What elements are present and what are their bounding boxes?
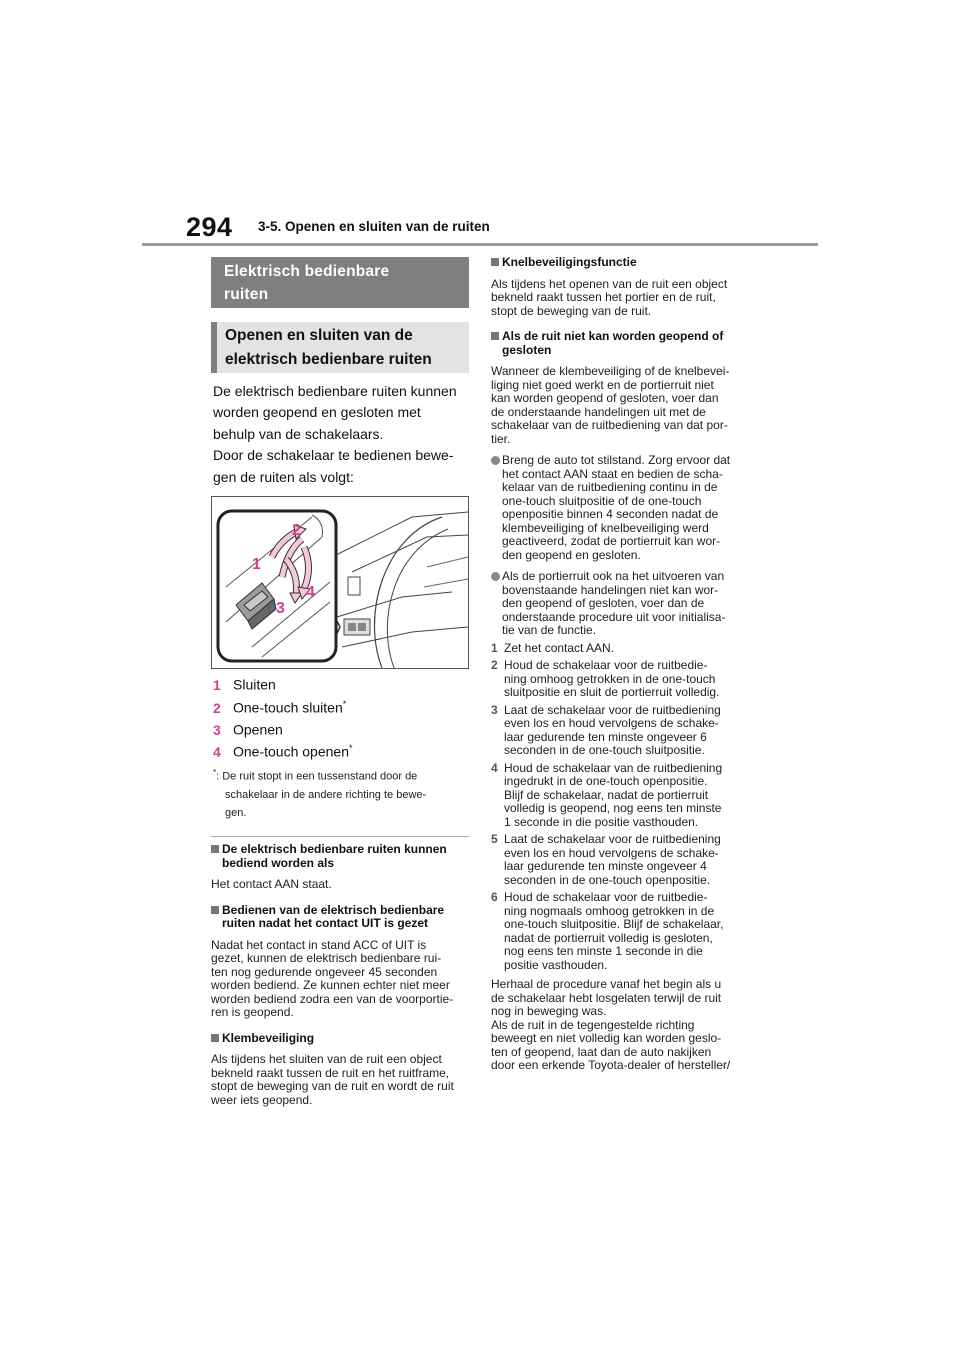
callout-2: 2 xyxy=(292,522,301,539)
chapter-title: Elektrisch bedienbare ruiten xyxy=(224,263,390,303)
chapter-title-box xyxy=(211,257,469,308)
bullet-item: Breng de auto tot stilstand. Zorg ervoor dat het contact AAN staat en bedien de scha- kelaar van de ruitbediening continu in de one-touch sluitpositie of de one-touch openpositie binnen 4 seconden nadat de klembeveiliging of knelbeveiliging werd geactiveerd, zodat de portierruit kan wor- den geopend en gesloten. xyxy=(491,454,761,562)
window-switch-illustration xyxy=(211,496,469,669)
note-text: Als tijdens het openen van de ruit een object bekneld raakt tussen het portier en de ruit, stopt de beweging van de ruit. xyxy=(491,276,728,318)
round-bullet-icon xyxy=(491,572,500,581)
callout-3: 3 xyxy=(276,600,285,617)
note-heading: Als de ruit niet kan worden geopend of gesloten xyxy=(491,330,761,357)
procedure-step: 5 Laat de schakelaar voor de ruitbediening even los en houd vervolgens de schake- laar gedurende ten minste ongeveer 4 seconden in de one-touch openpositie. xyxy=(491,832,721,887)
callout-4: 4 xyxy=(306,584,315,601)
procedure-step: 1 Zet het contact AAN. xyxy=(491,640,615,655)
procedure-step: 6 Houd de schakelaar voor de ruitbedie- ning nogmaals omhoog getrokken in de one-touch sluitpositie. Blijf de schakelaar, nadat de portierruit volledig is gesloten, nog eens ten minste 1 seconde in die positie vasthouden. xyxy=(491,890,724,972)
section-divider xyxy=(211,836,469,837)
note-heading: De elektrisch bedienbare ruiten kunnen bediend worden als xyxy=(211,843,475,870)
left-column-notes xyxy=(211,843,475,1107)
note-heading: Knelbeveiligingsfunctie xyxy=(491,256,761,270)
header-divider xyxy=(142,243,818,246)
note-text: Het contact AAN staat. xyxy=(211,877,332,891)
square-bullet-icon xyxy=(211,845,219,853)
intro-text: De elektrisch bedienbare ruiten kunnen worden geopend en gesloten met behulp van de schakelaars. Door de schakelaar te bedienen bewe- gen de ruiten als volgt: xyxy=(213,383,457,485)
note-heading: Klembeveiliging xyxy=(211,1032,475,1046)
round-bullet-icon xyxy=(491,456,500,465)
square-bullet-icon xyxy=(491,258,499,266)
legend-item: 1 Sluiten xyxy=(213,676,276,693)
window-switch-drawing xyxy=(212,497,468,668)
note-text: Nadat het contact in stand ACC of UIT is gezet, kunnen de elektrisch bedienbare rui- ten nog gedurende ongeveer 45 seconden worden bediend. Ze kunnen echter niet meer worden bediend zodra een van de voorportie- ren is geopend. xyxy=(211,937,454,1019)
legend-item: 2 One-touch sluiten* xyxy=(213,699,347,716)
note-text: Als tijdens het sluiten van de ruit een object bekneld raakt tussen de ruit en het ruitframe, stopt de beweging van de ruit en wordt de ruit weer iets geopend. xyxy=(211,1052,454,1107)
subsection-title: Openen en sluiten van de elektrisch bedienbare ruiten xyxy=(225,327,432,368)
note-heading: Bedienen van de elektrisch bedienbare ruiten nadat het contact UIT is gezet xyxy=(211,904,475,931)
note-text: Wanneer de klembeveiliging of de knelbevei- liging niet goed werkt en de portierruit niet kan worden geopend of gesloten, voer dan de onderstaande handelingen uit met de schakelaar van de ruitbediening van dat por- tier. xyxy=(491,364,730,446)
title-accent-bar xyxy=(211,322,217,373)
right-column-notes xyxy=(491,256,761,1073)
square-bullet-icon xyxy=(211,906,219,914)
page-number: 294 xyxy=(186,212,233,242)
procedure-step: 2 Houd de schakelaar voor de ruitbedie- ning omhoog getrokken in de one-touch sluitpositie en sluit de portierruit volledig. xyxy=(491,658,720,699)
procedure-step: 4 Houd de schakelaar van de ruitbediening ingedrukt in de one-touch openpositie. Blijf de schakelaar, nadat de portierruit volledig is geopend, nog eens ten minste 1 seconde in die positie vasthouden. xyxy=(491,760,723,829)
square-bullet-icon xyxy=(491,332,499,340)
section-title: 3-5. Openen en sluiten van de ruiten xyxy=(258,219,490,234)
square-bullet-icon xyxy=(211,1034,219,1042)
closing-text: Herhaal de procedure vanaf het begin als u de schakelaar hebt losgelaten terwijl de ruit nog in beweging was. Als de ruit in de tegengestelde richting beweegt en niet volledig kan worden geslo- ten of geopend, laat dan de auto nakijken door een erkende Toyota-dealer of hersteller/ xyxy=(491,977,731,1072)
subsection-title-box xyxy=(211,322,469,373)
footnote: *: De ruit stopt in een tussenstand door de schakelaar in de andere richting te bewe- gen. xyxy=(213,768,427,819)
callout-1: 1 xyxy=(252,556,261,573)
bullet-item: Als de portierruit ook na het uitvoeren van bovenstaande handelingen niet kan wor- den geopend of gesloten, voer dan de onderstaande procedure uit voor initialisa- tie van de functie. xyxy=(491,570,761,638)
procedure-step: 3 Laat de schakelaar voor de ruitbediening even los en houd vervolgens de schake- laar gedurende ten minste ongeveer 6 seconden in de one-touch sluitpositie. xyxy=(491,702,721,757)
legend-item: 4 One-touch openen* xyxy=(213,743,353,760)
legend-item: 3 Openen xyxy=(213,721,283,738)
